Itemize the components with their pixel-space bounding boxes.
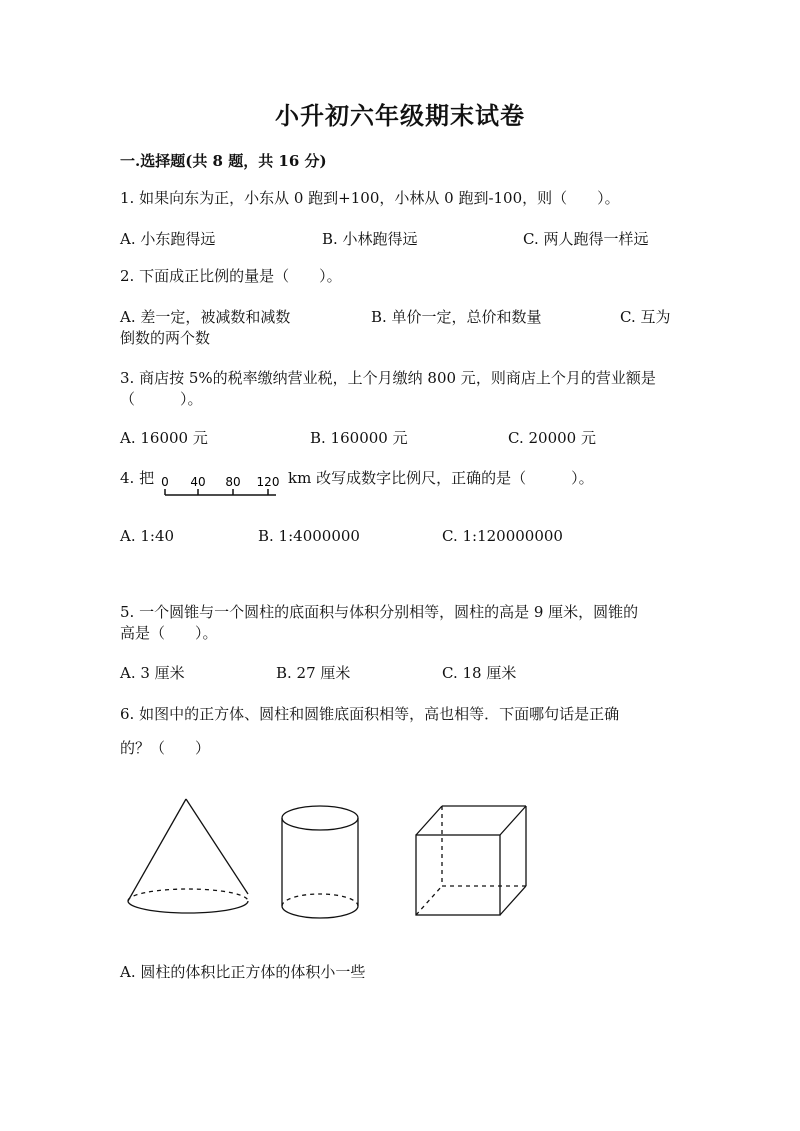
question-6-option-a[interactable]: A. 圆柱的体积比正方体的体积小一些 [120,963,366,981]
scale-tick-label-80: 80 [225,475,241,489]
scale-tick-label-40: 40 [190,475,206,489]
question-5-option-b[interactable]: B. 27 厘米 [276,664,351,682]
question-5-option-a[interactable]: A. 3 厘米 [120,664,185,682]
question-3-stem-continued: （ ）。 [120,390,203,408]
question-2-option-b[interactable]: B. 单价一定，总价和数量 [371,308,542,326]
question-4-option-a[interactable]: A. 1:40 [120,527,175,545]
question-3-option-b[interactable]: B. 160000 元 [310,429,408,447]
question-2-option-c[interactable]: C. 互为 [620,308,671,326]
page-title: 小升初六年级期末试卷 [275,101,525,130]
question-1-option-a[interactable]: A. 小东跑得远 [120,230,216,248]
question-5-option-c[interactable]: C. 18 厘米 [442,664,517,682]
cube-icon [410,800,534,922]
scale-tick-label-0: 0 [161,475,169,489]
question-5-stem: 5. 一个圆锥与一个圆柱的底面积与体积分别相等，圆柱的高是 9 厘米，圆锥的 [120,603,639,621]
question-1-option-b[interactable]: B. 小林跑得远 [322,230,418,248]
question-2-stem: 2. 下面成正比例的量是（ ）。 [120,267,342,285]
question-4-stem-suffix: km 改写成数字比例尺，正确的是（ ）。 [288,469,594,487]
question-2-option-a[interactable]: A. 差一定，被减数和减数 [120,308,291,326]
cylinder-icon [278,802,364,926]
question-1-option-c[interactable]: C. 两人跑得一样远 [523,230,649,248]
question-3-option-c[interactable]: C. 20000 元 [508,429,596,447]
question-6-stem: 6. 如图中的正方体、圆柱和圆锥底面积相等，高也相等．下面哪句话是正确 [120,705,620,723]
question-3-stem: 3. 商店按 5%的税率缴纳营业税，上个月缴纳 800 元，则商店上个月的营业额是 [120,369,656,387]
question-1-stem: 1. 如果向东为正，小东从 0 跑到+100，小林从 0 跑到-100，则（ ）。 [120,189,620,207]
question-4-option-c[interactable]: C. 1:120000000 [442,527,563,545]
question-4-option-b[interactable]: B. 1:4000000 [258,527,360,545]
question-4-stem-prefix: 4. 把 [120,469,155,487]
cone-icon [124,796,252,918]
question-5-stem-continued: 高是（ ）。 [120,624,218,642]
question-3-option-a[interactable]: A. 16000 元 [120,429,208,447]
question-6-stem-continued: 的？（ ） [120,739,211,757]
section-heading: 一.选择题(共 8 题，共 16 分) [120,152,327,170]
scale-tick-label-120: 120 [256,475,280,489]
question-2-option-c-continued: 倒数的两个数 [120,329,211,347]
scale-bar-figure [158,476,288,502]
